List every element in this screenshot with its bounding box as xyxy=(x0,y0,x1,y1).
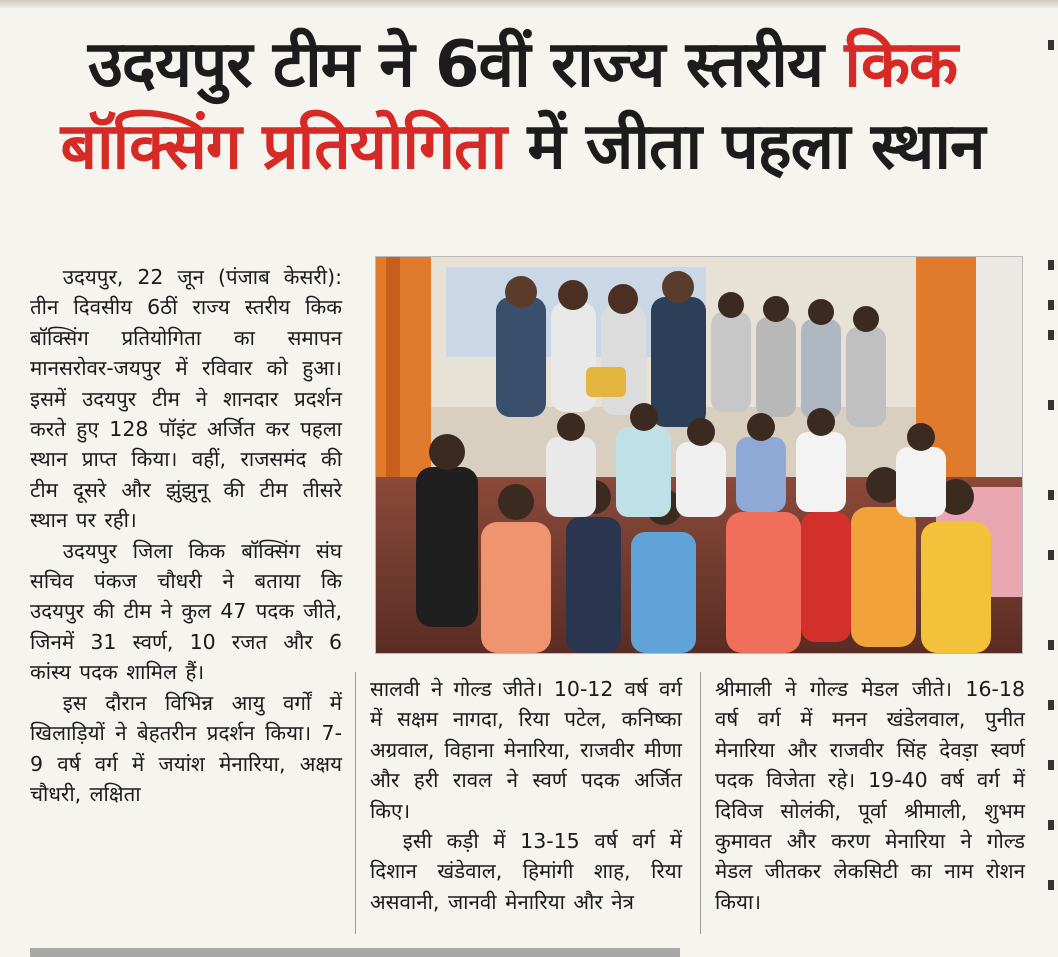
headline-line-2-dark: में जीता पहला स्थान xyxy=(506,110,985,184)
headline-line-1-dark: उदयपुर टीम ने 6वीं राज्य स्तरीय xyxy=(87,28,845,102)
bottom-rule xyxy=(30,948,680,957)
article-paragraph: इस दौरान विभिन्न आयु वर्गों में खिलाड़ियों ने बेहतरीन प्रदर्शन किया। 7-9 वर्ष वर्ग में जयांश मेनारिया, अक्षय चौधरी, लक्षिता xyxy=(30,690,342,806)
headline-line-2-red: बॉक्सिंग प्रतियोगिता xyxy=(60,110,507,184)
headline-line-1-red: किक xyxy=(844,28,958,102)
previous-article-strip xyxy=(0,0,1058,8)
event-photo-illustration xyxy=(376,257,1022,653)
adjacent-column-edge xyxy=(1044,0,1058,957)
event-photo xyxy=(375,256,1023,654)
article-column-2 xyxy=(370,674,682,917)
article-column-3 xyxy=(715,674,1025,917)
column-divider xyxy=(355,672,356,934)
headline-line-2 xyxy=(20,106,1025,188)
article-paragraph: इसी कड़ी में 13-15 वर्ष वर्ग में दिशान खंडेवाल, हिमांगी शाह, रिया असवानी, जानवी मेनारिया और नेत्र xyxy=(370,829,682,914)
headline xyxy=(20,24,1025,188)
article-paragraph: श्रीमाली ने गोल्ड मेडल जीते। 16-18 वर्ष वर्ग में मनन खंडेलवाल, पुनीत मेनारिया और राजवीर सिंह देवड़ा स्वर्ण पदक विजेता रहे। 19-40 वर्ष वर्ग में दिविज सोलंकी, पूर्वा श्रीमाली, शुभम कुमावत और करण मेनारिया ने गोल्ड मेडल जीतकर लेकसिटी का नाम रोशन किया। xyxy=(715,677,1025,914)
column-divider xyxy=(700,672,701,934)
article-column-1 xyxy=(30,262,342,809)
article-paragraph: उदयपुर, 22 जून (पंजाब केसरी): तीन दिवसीय 6ठीं राज्य स्तरीय किक बॉक्सिंग प्रतियोगिता का समापन मानसरोवर-जयपुर में रविवार को हुआ। इसमें उदयपुर टीम ने शानदार प्रदर्शन करते हुए 128 पॉइंट अर्जित कर पहला स्थान प्राप्त किया। वहीं, राजसमंद की टीम दूसरे और झुंझुनू की टीम तीसरे स्थान पर रही। xyxy=(30,265,342,533)
article-paragraph: उदयपुर जिला किक बॉक्सिंग संघ सचिव पंकज चौधरी ने बताया कि उदयपुर की टीम ने कुल 47 पदक जीते, जिनमें 31 स्वर्ण, 10 रजत और 6 कांस्य पदक शामिल हैं। xyxy=(30,538,342,685)
article-paragraph: सालवी ने गोल्ड जीते। 10-12 वर्ष वर्ग में सक्षम नागदा, रिया पटेल, कनिष्का अग्रवाल, विहाना मेनारिया, राजवीर मीणा और हरी रावल ने स्वर्ण पदक अर्जित किए। xyxy=(370,677,682,823)
headline-line-1 xyxy=(20,24,1025,106)
